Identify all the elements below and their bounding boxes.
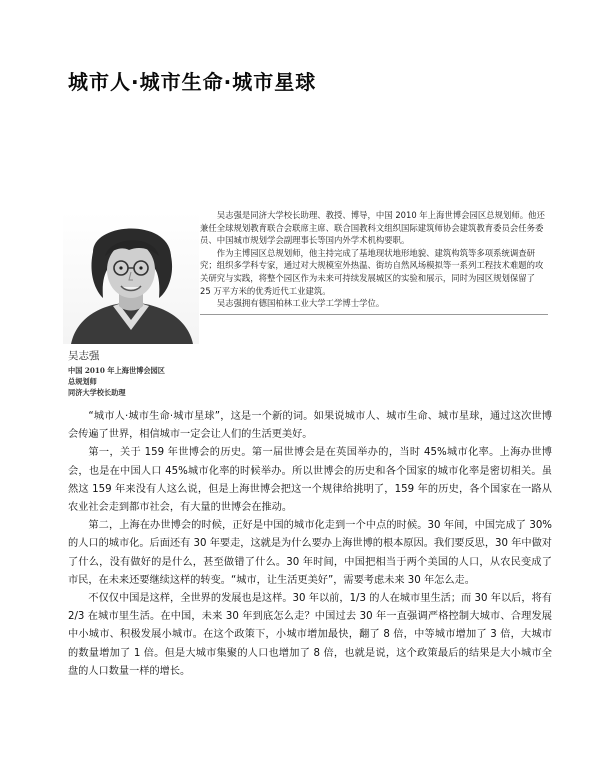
portrait-image: [63, 212, 199, 344]
body-paragraph: 不仅仅中国是这样，全世界的发展也是这样。30 年以前，1/3 的人在城市里生活；而 30 年以后，将有 2/3 在城市里生活。在中国，未来 30 年到底怎么走？中国过去 30 年一直强调严格控制大城市、合理发展中小城市、积极发展小城市。在这个政策下，小城市增加最快，翻了 8 倍，中等城市增加了 3 倍，大城市的数量增加了 1 倍。但是大城市集聚的人口也增加了 8 倍，也就是说，这个政策最后的结果是大小城市全盘的人口数量一样的增长。: [68, 593, 552, 677]
body-paragraph: 第二，上海在办世博会的时候，正好是中国的城市化走到一个中点的时候。30 年间，中国完成了 30%的人口的城市化。后面还有 30 年要走，这就是为什么要办上海世博的根本原因。我们要反思，30 年中做对了什么，没有做好的是什么，甚至做错了什么。30 年时间，中国把相当于两个美国的人口，从农民变成了市民，在未来还要继续这样的转变。“城市，让生活更美好”，需要考虑未来 30 年怎么走。: [68, 520, 552, 586]
author-bio: [200, 209, 548, 315]
body-paragraph: “城市人·城市生命·城市星球”，这是一个新的词。如果说城市人、城市生命、城市星球，通过这次世博会传遍了世界，相信城市一定会让人们的生活更美好。: [68, 411, 552, 441]
divider: [200, 314, 548, 315]
author-name: 吴志强: [68, 350, 100, 362]
photo-caption: [68, 349, 228, 398]
bio-paragraph: 吴志强是同济大学校长助理、教授、博导，中国 2010 年上海世博会园区总规划师。他还兼任全球规划教育联合会联席主席、联合国教科文组织国际建筑师协会建筑教育委员会任务委员、中国城市规划学会副理事长等国内外学术机构要职。: [200, 210, 545, 246]
body-paragraph: 第一，关于 159 年世博会的历史。第一届世博会是在英国举办的，当时 45%城市化率。上海办世博会，也是在中国人口 45%城市化率的时候举办。所以世博会的历史和各个国家的城市化率是密切相关。虽然这 159 年来没有人这么说，但是上海世博会把这一个规律给挑明了，159 年的历史，各个国家在一路从农业社会走到都市社会，有大量的世博会在推动。: [68, 447, 552, 514]
bio-paragraph: 吴志强拥有德国柏林工业大学工学博士学位。: [216, 298, 385, 309]
author-title-line: 同济大学校长助理: [68, 388, 126, 397]
article-title: 城市人·城市生命·城市星球: [68, 70, 317, 94]
author-title-line: 总规划师: [68, 377, 97, 386]
author-title-line: 中国 2010 年上海世博会园区: [68, 366, 165, 375]
portrait-photo: [63, 212, 199, 344]
bio-paragraph: 作为主博园区总规划师，他主持完成了基地现状地形地貌、建筑构筑等多项系统调查研究；组织多学科专家，通过对大规模室外热温、街坊自然风场模拟等一系列工程技术难题的攻关研究与实践，将整个园区作为未来可持续发展城区的实验和展示，同时为园区规划保留了 25 万平方米的优秀近代工业建筑。: [200, 247, 544, 296]
article-body: [68, 408, 552, 681]
